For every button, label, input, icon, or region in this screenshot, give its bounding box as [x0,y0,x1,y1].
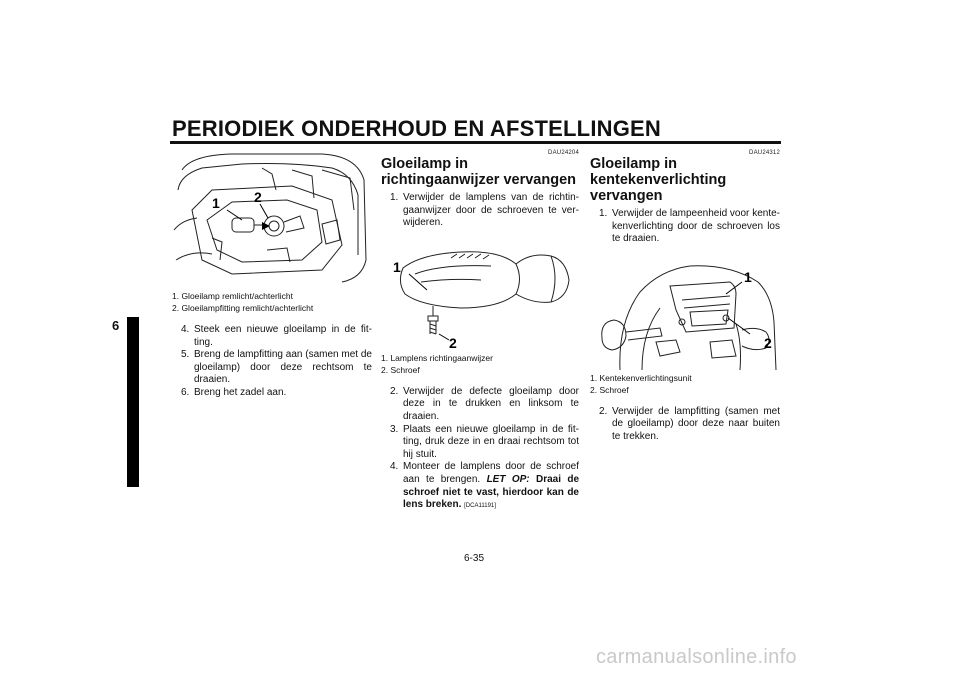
step-item [590,208,780,246]
right-figure-caption [590,372,780,396]
step-item [381,424,579,462]
step-number: 2. [390,385,399,397]
step-item [172,387,372,400]
step-number: 1. [599,208,608,219]
middle-figure-caption [381,352,579,376]
caption-item: 2. Schroef [381,364,420,375]
step-item [172,349,372,387]
step-text: Breng de lampfitting aan (samen met de gloeilamp) door deze rechtsom te draaien. [194,349,372,386]
step-text: Steek een nieuwe gloeilamp in de fit-ting. [194,324,372,348]
left-column [172,150,372,400]
step-text: Breng het zadel aan. [194,386,287,398]
step-text: Verwijder de lampfitting (samen met de gloeilamp) door deze naar buiten te trekken. [612,405,780,442]
caption-item: 2. Gloeilampfitting remlicht/achterlicht [172,303,314,313]
step-text: Verwijder de defecte gloeilamp door deze in te drukken en linksom te draaien. [403,385,579,422]
chapter-number: 6 [112,318,120,333]
chapter-tab [127,317,139,487]
page-title: PERIODIEK ONDERHOUD EN AFSTELLINGEN [172,116,661,141]
turn-signal-figure [381,234,579,352]
step-item [381,461,579,512]
caption-item: 1. Kentekenverlichtingsunit [590,372,692,383]
callout-1: 1 [393,258,401,275]
callout-2: 2 [449,334,457,351]
middle-step-list [381,386,579,513]
section-code: DAU24204 [548,150,579,156]
step-text: Verwijder de lampeenheid voor kente-kenverlichting door de schroeven los te draaien. [612,208,780,245]
step-item [381,386,579,424]
step-item [381,192,579,230]
caption-item: 2. Schroef [590,384,629,395]
right-column [590,150,780,444]
step-item [172,324,372,349]
taillight-illustration [172,150,372,290]
step-number: 3. [390,423,399,435]
turn-signal-illustration [381,234,579,352]
page-number: 6-35 [464,553,485,564]
license-light-figure [590,252,780,372]
caution-text: Draai de schroef niet te vast, hierdoor kan de lens breken. [403,473,580,511]
middle-intro-steps [381,192,579,230]
left-step-list [172,324,372,400]
caption-item: 1. Lamplens richtingaanwijzer [381,352,493,363]
watermark: carmanualsonline.info [596,646,797,668]
step-number: 5. [181,349,190,361]
section-title: Gloeilamp in kentekenverlichting vervangen [590,156,727,204]
callout-2: 2 [764,334,772,351]
section-title: Gloeilamp in richtingaanwijzer vervangen [381,156,577,188]
right-step-list [590,406,780,444]
callout-1: 1 [212,195,220,211]
step-number: 1. [390,192,399,203]
step-text: Verwijder de lamplens van de richtin-gaanwijzer door de schroeven te ver-wijderen. [403,192,579,229]
license-light-illustration [590,252,780,372]
step-number: 4. [181,324,190,335]
left-figure-caption [172,290,372,314]
middle-column [381,150,579,513]
step-item [590,406,780,444]
step-number: 2. [599,405,608,417]
step-text: Monteer de lamplens door de schroef aan te brengen. [403,461,579,485]
step-number: 6. [181,386,190,398]
caution-code: [DCA11191] [464,503,496,510]
section-code: DAU24312 [749,150,780,156]
step-number: 4. [390,461,399,473]
callout-2: 2 [254,189,262,205]
right-intro-steps [590,208,780,246]
step-text: Plaats een nieuwe gloeilamp in de fit-ting, druk deze in en draai rechtsom tot hij stuit. [403,423,579,460]
caution-label: LET OP: [486,473,530,485]
callout-1: 1 [744,268,752,285]
taillight-bulb-figure [172,150,372,290]
caption-item: 1. Gloeilamp remlicht/achterlicht [172,291,293,301]
header-rule [170,141,781,144]
